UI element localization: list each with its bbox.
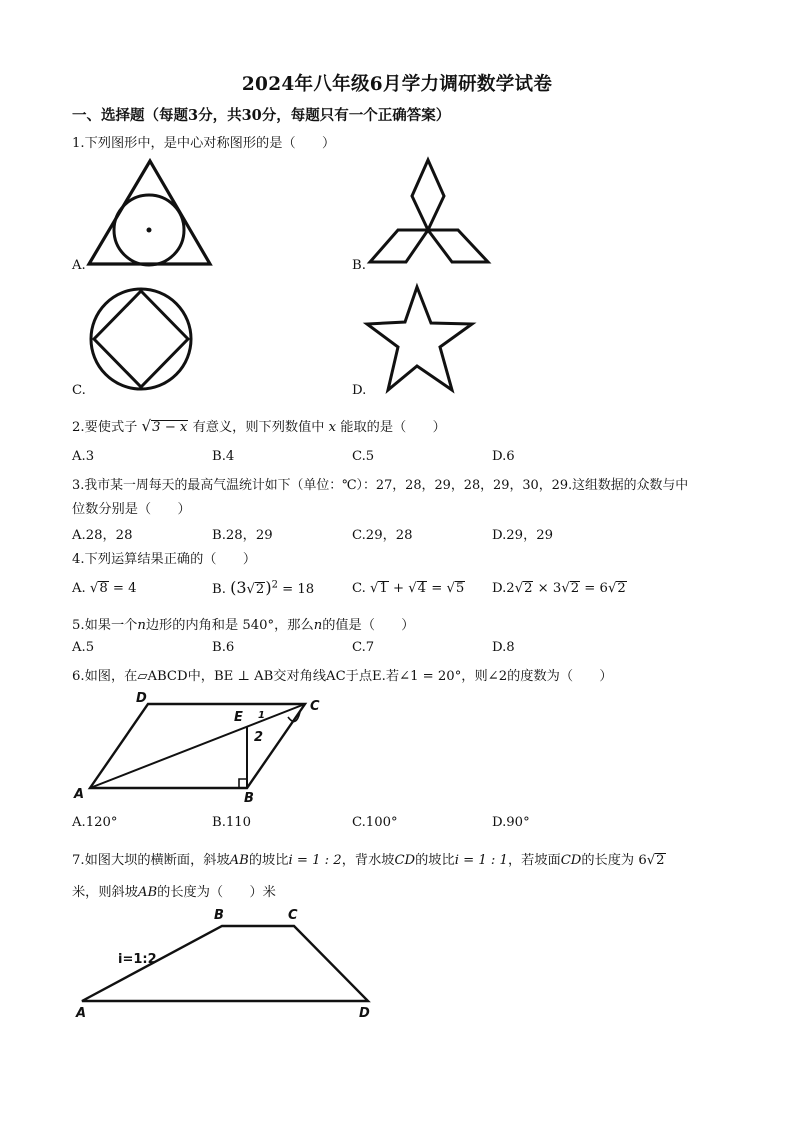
q4-d-times: × 3 (533, 581, 562, 596)
q4-d-coef: 2 (506, 581, 515, 596)
q7-line1-mid1: 的坡比 (248, 853, 289, 868)
question-4-stem: 4.下列运算结果正确的（ ） (72, 552, 257, 567)
diagonal-ac (90, 704, 305, 788)
q4-option-d[interactable]: D.2√2 × 3√2 = 6√2 (492, 581, 626, 596)
q2-stem-pre: 2.要使式子 (72, 420, 138, 435)
q7-cd: CD (394, 853, 416, 868)
figure-star (364, 284, 476, 394)
q6-option-c[interactable]: C.100° (352, 815, 398, 830)
q7-ab: AB (229, 853, 249, 868)
section-heading: 一、选择题（每题3分，共30分，每题只有一个正确答案） (72, 107, 451, 124)
q4-d-radicand-3: 2 (617, 581, 626, 596)
q2-var: x (328, 420, 337, 435)
dam-a-label: A (76, 1006, 87, 1021)
q7-line1-mid5: 的长度为 6 (581, 853, 647, 868)
q5-option-c[interactable]: C.7 (352, 640, 375, 655)
q6-option-a[interactable]: A.120° (72, 815, 118, 830)
q5-option-b[interactable]: B.6 (212, 640, 235, 655)
dam-c-label: C (288, 908, 298, 923)
q4-b-open: (3 (230, 578, 247, 597)
q5-option-d[interactable]: D.8 (492, 640, 515, 655)
q7-line1-mid2: ，背水坡 (341, 853, 395, 868)
q7-ab-2: AB (137, 885, 158, 900)
q7-cd-2: CD (560, 853, 582, 868)
q3-option-b[interactable]: B.28，29 (212, 528, 273, 543)
angle-1-label: 1 (258, 710, 265, 721)
q5-option-a[interactable]: A.5 (72, 640, 95, 655)
q5-stem-mid: 边形的内角和是 540°，那么 (145, 618, 314, 633)
q2-radicand: 3 − x (152, 420, 188, 435)
q4-option-c[interactable]: C. √1 + √4 = √5 (352, 581, 465, 596)
question-1-stem: 1.下列图形中，是中心对称图形的是（ ） (72, 136, 336, 151)
q4-c-label: C. (352, 581, 366, 596)
q7-ratio-2: i = 1 : 1 (454, 853, 508, 868)
q4-b-close: ) (265, 578, 272, 597)
q5-n-1: n (137, 618, 146, 633)
q3-option-d[interactable]: D.29，29 (492, 528, 554, 543)
angle-2-label: 2 (254, 730, 264, 745)
q4-c-radicand-2: 4 (417, 581, 427, 596)
q5-n-2: n (313, 618, 323, 633)
q4-option-b[interactable]: B. $(3√2)^2 = 18$ (212, 578, 315, 597)
q1-option-b[interactable]: B. (352, 258, 366, 273)
dam-d-label: D (359, 1006, 370, 1021)
figure-three-rhombus (368, 158, 492, 268)
question-7-line1: 7.如图大坝的横断面，斜坡AB的坡比i = 1 : 2，背水坡CD的坡比i = 1 : 1，若坡面CD的长度为 6√2 (72, 853, 665, 868)
q4-a-rest: = 4 (112, 581, 137, 596)
q7-ratio-1: i = 1 : 2 (288, 853, 342, 868)
rhombus-right (428, 230, 488, 262)
q4-d-radicand-2: 2 (570, 581, 580, 596)
q2-stem-end: 能取的是（ ） (340, 420, 446, 435)
q4-d-label: D. (492, 581, 507, 596)
q5-stem-end: 的值是（ ） (322, 618, 415, 633)
question-5-stem (72, 614, 415, 633)
vertex-a-label: A (74, 787, 85, 802)
q1-option-a[interactable]: A. (72, 258, 86, 273)
triangle-shape (89, 161, 210, 264)
q3-option-c[interactable]: C.29，28 (352, 528, 413, 543)
q2-option-c[interactable]: C.5 (352, 449, 375, 464)
right-angle-mark (239, 779, 247, 788)
q6-option-b[interactable]: B.110 (212, 815, 252, 830)
q2-stem-post: 有意义，则下列数值中 (192, 420, 325, 435)
slope-ratio-label: i=1:2 (118, 952, 157, 967)
q7-line1-pre: 7.如图大坝的横断面，斜坡 (72, 853, 230, 868)
q4-a-radicand: 8 (99, 581, 108, 596)
question-3-line1: 3.我市某一周每天的最高气温统计如下（单位：℃）：27，28，29，28，29，30，29.这组数据的众数与中 (72, 478, 689, 493)
q7-radicand: 2 (656, 853, 665, 868)
q2-option-b[interactable]: B.4 (212, 449, 235, 464)
q4-b-label: B. (212, 582, 226, 597)
q4-c-radicand-3: 5 (455, 581, 465, 596)
q4-option-a[interactable]: A. √8 = 4 (72, 581, 137, 596)
dam-b-label: B (214, 908, 224, 923)
outer-circle (91, 289, 191, 389)
q4-b-exponent: 2 (271, 579, 278, 591)
q2-option-a[interactable]: A.3 (72, 449, 95, 464)
q4-b-rest: = 18 (282, 582, 315, 597)
point-e-label: E (234, 710, 243, 725)
q7-line2-pre: 米，则斜坡 (72, 885, 138, 900)
q4-c-equals: = (427, 581, 447, 596)
q5-stem-pre: 5.如果一个 (72, 618, 138, 633)
q3-option-a[interactable]: A.28，28 (72, 528, 133, 543)
figure-circle-square (88, 286, 194, 392)
q7-line2-end: 的长度为（ ）米 (157, 885, 276, 900)
page-title: 2024年八年级6月学力调研数学试卷 (241, 74, 553, 95)
rhombus-left (370, 230, 428, 262)
rhombus-top (412, 160, 444, 230)
q1-option-c[interactable]: C. (72, 383, 86, 398)
q1-option-d[interactable]: D. (352, 383, 367, 398)
inscribed-square (94, 291, 188, 387)
figure-parallelogram (72, 688, 332, 806)
star-shape (367, 287, 472, 390)
q4-b-radicand: 2 (255, 582, 265, 597)
q7-line1-mid4: ，若坡面 (507, 853, 561, 868)
figure-triangle-circle (86, 158, 214, 268)
q4-c-plus: + (388, 581, 409, 596)
q2-option-d[interactable]: D.6 (492, 449, 515, 464)
vertex-b-label: B (244, 791, 254, 806)
q4-a-label: A. (72, 581, 86, 596)
q4-c-radicand-1: 1 (379, 581, 388, 596)
q6-option-d[interactable]: D.90° (492, 815, 530, 830)
q4-d-radicand-1: 2 (524, 581, 533, 596)
q4-d-equals: = 6 (580, 581, 608, 596)
question-2-stem: 2.要使式子 √3 − x 有意义，则下列数值中 x 能取的是（ ） (72, 417, 446, 435)
question-7-line2 (72, 881, 276, 900)
vertex-d-label: D (136, 691, 147, 706)
center-dot (147, 228, 152, 233)
figure-dam-cross-section (72, 905, 382, 1023)
vertex-c-label: C (310, 699, 320, 714)
q7-line1-mid3: 的坡比 (415, 853, 455, 868)
question-6-stem: 6.如图，在▱ABCD中，BE ⊥ AB交对角线AC于点E.若∠1 = 20°，则∠2的度数为（ ） (72, 669, 613, 684)
question-3-line2: 位数分别是（ ） (72, 502, 191, 517)
